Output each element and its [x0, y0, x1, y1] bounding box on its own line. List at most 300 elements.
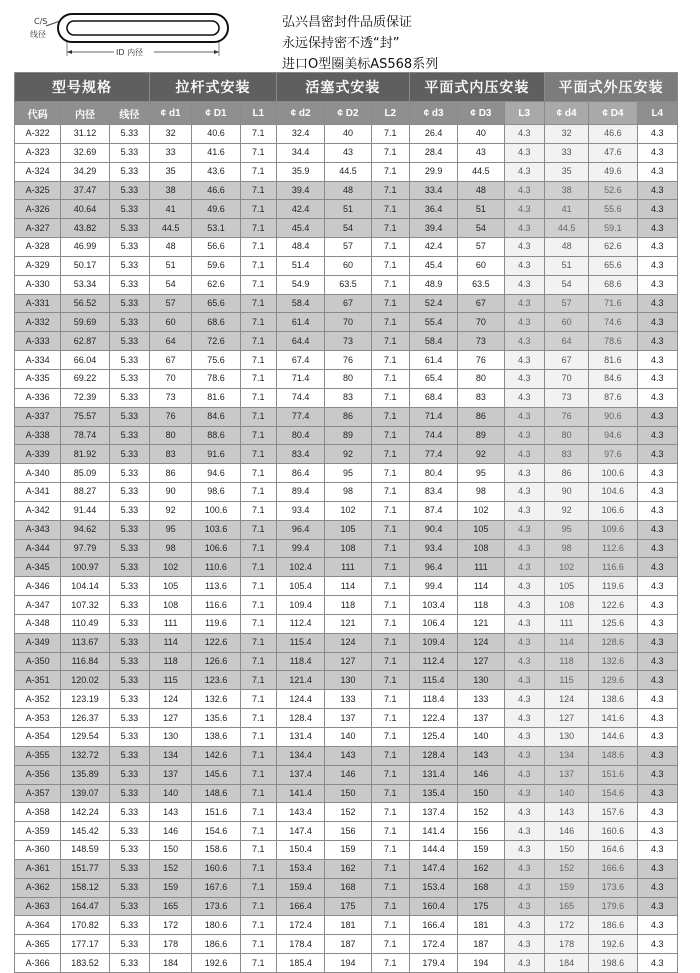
table-cell: 147.4 — [276, 822, 324, 841]
table-cell: 132.72 — [61, 746, 109, 765]
table-cell: 110.6 — [192, 558, 240, 577]
table-row — [15, 954, 678, 973]
table-cell: 162 — [325, 859, 371, 878]
table-cell: 109.4 — [409, 633, 457, 652]
table-cell: 153.4 — [409, 878, 457, 897]
table-cell: 4.3 — [637, 728, 677, 747]
table-cell: 49.6 — [192, 200, 240, 219]
table-cell: 5.33 — [109, 803, 149, 822]
table-cell: 144.4 — [409, 841, 457, 860]
table-cell: 7.1 — [371, 859, 409, 878]
table-cell: 4.3 — [637, 577, 677, 596]
table-cell: 62.87 — [61, 332, 109, 351]
table-cell: 71.6 — [589, 294, 637, 313]
table-cell: 4.3 — [504, 916, 544, 935]
table-cell: 108 — [150, 596, 192, 615]
table-cell: 4.3 — [637, 219, 677, 238]
table-cell: 4.3 — [637, 143, 677, 162]
table-cell: 4.3 — [637, 596, 677, 615]
table-cell: 118.4 — [276, 652, 324, 671]
table-cell: 44.5 — [544, 219, 588, 238]
table-cell: 7.1 — [240, 294, 276, 313]
table-cell: 121.4 — [276, 671, 324, 690]
table-cell: 58.4 — [276, 294, 324, 313]
table-cell: 132.6 — [192, 690, 240, 709]
table-cell: 4.3 — [504, 822, 544, 841]
table-cell: 7.1 — [371, 897, 409, 916]
column-header: 内径 — [61, 102, 109, 125]
table-cell: 4.3 — [504, 954, 544, 973]
table-cell: 63.5 — [325, 275, 371, 294]
table-cell: 5.33 — [109, 841, 149, 860]
table-cell: 7.1 — [371, 125, 409, 144]
table-cell: 7.1 — [371, 577, 409, 596]
table-cell: 4.3 — [637, 407, 677, 426]
table-cell: 7.1 — [240, 275, 276, 294]
table-cell: 90 — [544, 483, 588, 502]
table-cell: 98 — [544, 539, 588, 558]
table-cell: 100.97 — [61, 558, 109, 577]
table-cell: 45.4 — [276, 219, 324, 238]
table-cell: 159 — [325, 841, 371, 860]
table-cell: A-366 — [15, 954, 61, 973]
table-cell: 127 — [325, 652, 371, 671]
table-cell: 41 — [544, 200, 588, 219]
table-cell: 5.33 — [109, 464, 149, 483]
table-cell: 5.33 — [109, 935, 149, 954]
table-cell: 89.4 — [276, 483, 324, 502]
table-cell: 59.6 — [192, 256, 240, 275]
table-cell: 4.3 — [637, 294, 677, 313]
table-cell: 70 — [458, 313, 504, 332]
table-cell: 108 — [325, 539, 371, 558]
table-cell: 7.1 — [371, 181, 409, 200]
table-row — [15, 294, 678, 313]
table-cell: A-328 — [15, 238, 61, 257]
table-cell: 7.1 — [371, 407, 409, 426]
table-cell: A-325 — [15, 181, 61, 200]
table-cell: 5.33 — [109, 614, 149, 633]
table-cell: 4.3 — [504, 539, 544, 558]
table-cell: 54 — [458, 219, 504, 238]
table-cell: 111 — [544, 614, 588, 633]
table-row — [15, 351, 678, 370]
table-cell: 115 — [150, 671, 192, 690]
table-cell: 92 — [458, 445, 504, 464]
table-cell: 4.3 — [504, 125, 544, 144]
table-cell: 49.6 — [589, 162, 637, 181]
table-cell: 7.1 — [371, 558, 409, 577]
table-cell: 80.4 — [409, 464, 457, 483]
table-cell: 5.33 — [109, 445, 149, 464]
table-cell: 143 — [458, 746, 504, 765]
table-row — [15, 728, 678, 747]
table-cell: 7.1 — [240, 878, 276, 897]
table-cell: A-337 — [15, 407, 61, 426]
table-cell: 131.4 — [276, 728, 324, 747]
table-cell: A-357 — [15, 784, 61, 803]
table-cell: 76 — [544, 407, 588, 426]
table-cell: 7.1 — [371, 464, 409, 483]
table-cell: 44.5 — [325, 162, 371, 181]
table-cell: 38 — [544, 181, 588, 200]
table-cell: 4.3 — [637, 200, 677, 219]
table-cell: 7.1 — [240, 897, 276, 916]
table-cell: 4.3 — [637, 501, 677, 520]
table-cell: 95 — [458, 464, 504, 483]
table-cell: 76 — [325, 351, 371, 370]
table-cell: 137.4 — [409, 803, 457, 822]
table-cell: 7.1 — [240, 238, 276, 257]
table-row — [15, 275, 678, 294]
table-cell: 166.4 — [409, 916, 457, 935]
table-cell: 48 — [150, 238, 192, 257]
id-arrow-left — [67, 50, 72, 54]
table-cell: 90.6 — [589, 407, 637, 426]
group-header-face-internal: 平面式内压安装 — [409, 73, 544, 102]
table-cell: 5.33 — [109, 577, 149, 596]
table-cell: 7.1 — [240, 313, 276, 332]
table-cell: 92 — [150, 501, 192, 520]
table-cell: 86 — [544, 464, 588, 483]
table-cell: 7.1 — [240, 935, 276, 954]
table-cell: 35 — [544, 162, 588, 181]
table-cell: 5.33 — [109, 181, 149, 200]
table-cell: 88.6 — [192, 426, 240, 445]
table-cell: 4.3 — [637, 633, 677, 652]
table-cell: 124.4 — [276, 690, 324, 709]
table-cell: A-333 — [15, 332, 61, 351]
table-cell: 178 — [150, 935, 192, 954]
table-cell: 7.1 — [371, 690, 409, 709]
table-row — [15, 426, 678, 445]
table-cell: 43.82 — [61, 219, 109, 238]
table-cell: 4.3 — [637, 125, 677, 144]
table-cell: 98 — [325, 483, 371, 502]
table-cell: 39.4 — [276, 181, 324, 200]
table-cell: 7.1 — [371, 746, 409, 765]
table-cell: 33 — [150, 143, 192, 162]
table-row — [15, 897, 678, 916]
table-cell: 186.6 — [589, 916, 637, 935]
table-cell: 5.33 — [109, 954, 149, 973]
table-cell: 5.33 — [109, 822, 149, 841]
table-cell: 32 — [544, 125, 588, 144]
table-cell: 4.3 — [504, 614, 544, 633]
table-row — [15, 822, 678, 841]
table-cell: 147.4 — [409, 859, 457, 878]
table-cell: 94.62 — [61, 520, 109, 539]
table-cell: 7.1 — [371, 332, 409, 351]
table-cell: 105 — [458, 520, 504, 539]
table-cell: 94.6 — [192, 464, 240, 483]
table-cell: 4.3 — [637, 784, 677, 803]
table-cell: A-323 — [15, 143, 61, 162]
table-cell: 7.1 — [240, 464, 276, 483]
table-cell: A-331 — [15, 294, 61, 313]
table-cell: 139.07 — [61, 784, 109, 803]
table-cell: 152 — [325, 803, 371, 822]
table-cell: A-324 — [15, 162, 61, 181]
table-cell: 7.1 — [371, 784, 409, 803]
table-cell: 83 — [150, 445, 192, 464]
table-cell: 7.1 — [240, 351, 276, 370]
table-cell: 4.3 — [504, 369, 544, 388]
table-cell: 73 — [544, 388, 588, 407]
table-cell: 55.6 — [589, 200, 637, 219]
table-cell: 90.4 — [409, 520, 457, 539]
table-cell: 4.3 — [637, 388, 677, 407]
table-row — [15, 181, 678, 200]
table-row — [15, 520, 678, 539]
table-cell: A-351 — [15, 671, 61, 690]
table-cell: 150 — [325, 784, 371, 803]
table-cell: 29.9 — [409, 162, 457, 181]
table-body — [15, 125, 678, 973]
table-cell: 129.6 — [589, 671, 637, 690]
table-cell: A-338 — [15, 426, 61, 445]
table-cell: A-343 — [15, 520, 61, 539]
table-row — [15, 143, 678, 162]
table-row — [15, 709, 678, 728]
table-cell: 131.4 — [409, 765, 457, 784]
table-cell: 7.1 — [240, 746, 276, 765]
table-cell: 126.37 — [61, 709, 109, 728]
table-cell: 7.1 — [240, 200, 276, 219]
table-cell: 154.6 — [589, 784, 637, 803]
table-cell: A-322 — [15, 125, 61, 144]
table-cell: 5.33 — [109, 238, 149, 257]
table-cell: 173.6 — [589, 878, 637, 897]
table-cell: 43 — [325, 143, 371, 162]
table-cell: 7.1 — [240, 483, 276, 502]
table-cell: 48 — [544, 238, 588, 257]
table-cell: 183.52 — [61, 954, 109, 973]
table-cell: 4.3 — [637, 671, 677, 690]
table-cell: 4.3 — [637, 351, 677, 370]
table-cell: 140 — [325, 728, 371, 747]
table-cell: 33 — [544, 143, 588, 162]
column-header: L2 — [371, 102, 409, 125]
table-cell: 127 — [544, 709, 588, 728]
table-cell: 4.3 — [637, 765, 677, 784]
table-cell: 194 — [458, 954, 504, 973]
table-cell: 35 — [150, 162, 192, 181]
table-cell: 98.6 — [192, 483, 240, 502]
table-cell: 31.12 — [61, 125, 109, 144]
table-cell: 5.33 — [109, 369, 149, 388]
table-cell: 175 — [458, 897, 504, 916]
table-cell: 108 — [544, 596, 588, 615]
table-cell: 7.1 — [240, 690, 276, 709]
table-cell: 77.4 — [276, 407, 324, 426]
table-cell: 146 — [544, 822, 588, 841]
table-row — [15, 369, 678, 388]
table-cell: 5.33 — [109, 709, 149, 728]
table-cell: 40 — [325, 125, 371, 144]
table-row — [15, 219, 678, 238]
table-cell: 98 — [150, 539, 192, 558]
table-cell: 4.3 — [504, 143, 544, 162]
table-cell: 41 — [150, 200, 192, 219]
table-cell: A-335 — [15, 369, 61, 388]
table-cell: 80 — [150, 426, 192, 445]
table-cell: 93.4 — [409, 539, 457, 558]
table-row — [15, 407, 678, 426]
table-cell: 4.3 — [504, 464, 544, 483]
table-cell: 137 — [325, 709, 371, 728]
table-cell: 4.3 — [504, 652, 544, 671]
table-cell: 95 — [150, 520, 192, 539]
table-cell: 118 — [458, 596, 504, 615]
table-cell: 157.6 — [589, 803, 637, 822]
table-cell: 4.3 — [637, 652, 677, 671]
table-cell: 7.1 — [371, 351, 409, 370]
table-cell: 122.4 — [409, 709, 457, 728]
table-row — [15, 671, 678, 690]
table-cell: 7.1 — [240, 954, 276, 973]
table-cell: 150 — [458, 784, 504, 803]
table-cell: 4.3 — [637, 841, 677, 860]
table-cell: 7.1 — [240, 143, 276, 162]
table-cell: 60 — [325, 256, 371, 275]
table-cell: 48.9 — [409, 275, 457, 294]
table-cell: 4.3 — [637, 313, 677, 332]
table-cell: 96.4 — [276, 520, 324, 539]
table-cell: 4.3 — [504, 746, 544, 765]
table-cell: 51 — [544, 256, 588, 275]
table-cell: 72.6 — [192, 332, 240, 351]
table-cell: 104.14 — [61, 577, 109, 596]
table-cell: A-349 — [15, 633, 61, 652]
table-cell: 140 — [544, 784, 588, 803]
table-cell: 4.3 — [637, 859, 677, 878]
table-cell: 59.1 — [589, 219, 637, 238]
table-cell: 5.33 — [109, 765, 149, 784]
table-cell: 166.6 — [589, 859, 637, 878]
table-cell: A-326 — [15, 200, 61, 219]
table-cell: 170.82 — [61, 916, 109, 935]
table-cell: 63.5 — [458, 275, 504, 294]
table-cell: 7.1 — [240, 332, 276, 351]
table-cell: 166.4 — [276, 897, 324, 916]
table-cell: 70 — [544, 369, 588, 388]
table-cell: 62.6 — [192, 275, 240, 294]
group-header-face-external: 平面式外压安装 — [544, 73, 677, 102]
table-cell: 7.1 — [240, 784, 276, 803]
table-cell: 70 — [150, 369, 192, 388]
table-cell: 51 — [150, 256, 192, 275]
table-cell: 5.33 — [109, 539, 149, 558]
table-cell: 7.1 — [371, 483, 409, 502]
table-cell: 106.4 — [409, 614, 457, 633]
heading-line-2: 永远保持密不透“封” — [282, 36, 400, 51]
table-cell: 4.3 — [637, 822, 677, 841]
table-cell: 144.6 — [589, 728, 637, 747]
table-cell: 68.6 — [192, 313, 240, 332]
table-cell: 7.1 — [371, 294, 409, 313]
table-row — [15, 652, 678, 671]
table-cell: 5.33 — [109, 652, 149, 671]
table-cell: 41.6 — [192, 143, 240, 162]
table-cell: 7.1 — [371, 219, 409, 238]
table-row — [15, 558, 678, 577]
table-cell: 112.4 — [276, 614, 324, 633]
table-cell: 4.3 — [637, 916, 677, 935]
table-cell: A-360 — [15, 841, 61, 860]
table-cell: 5.33 — [109, 407, 149, 426]
table-cell: 181 — [325, 916, 371, 935]
table-cell: 165 — [544, 897, 588, 916]
table-cell: 4.3 — [637, 162, 677, 181]
table-cell: 80.4 — [276, 426, 324, 445]
table-cell: 5.33 — [109, 332, 149, 351]
table-cell: 54 — [325, 219, 371, 238]
table-cell: 105 — [325, 520, 371, 539]
table-cell: 114 — [325, 577, 371, 596]
table-cell: 74.6 — [589, 313, 637, 332]
table-cell: 4.3 — [504, 558, 544, 577]
table-cell: 7.1 — [240, 577, 276, 596]
table-cell: A-352 — [15, 690, 61, 709]
table-cell: 124 — [458, 633, 504, 652]
table-cell: A-342 — [15, 501, 61, 520]
table-cell: 184 — [544, 954, 588, 973]
table-cell: 5.33 — [109, 558, 149, 577]
table-cell: 7.1 — [240, 388, 276, 407]
table-cell: 83.4 — [409, 483, 457, 502]
table-cell: 40.6 — [192, 125, 240, 144]
table-cell: A-354 — [15, 728, 61, 747]
table-cell: 165 — [150, 897, 192, 916]
table-cell: 64 — [544, 332, 588, 351]
table-cell: 51.4 — [276, 256, 324, 275]
table-cell: 113.67 — [61, 633, 109, 652]
table-cell: 50.17 — [61, 256, 109, 275]
table-cell: 78.6 — [192, 369, 240, 388]
table-cell: 4.3 — [504, 388, 544, 407]
table-cell: 130 — [150, 728, 192, 747]
table-cell: 148.6 — [589, 746, 637, 765]
table-cell: 69.22 — [61, 369, 109, 388]
table-cell: 7.1 — [371, 501, 409, 520]
table-cell: 5.33 — [109, 483, 149, 502]
table-cell: 7.1 — [371, 275, 409, 294]
table-cell: 107.32 — [61, 596, 109, 615]
table-cell: 114 — [150, 633, 192, 652]
table-cell: 164.47 — [61, 897, 109, 916]
table-cell: 68.4 — [409, 388, 457, 407]
table-cell: 7.1 — [371, 520, 409, 539]
table-cell: 65.4 — [409, 369, 457, 388]
table-cell: 114 — [544, 633, 588, 652]
table-cell: 127 — [150, 709, 192, 728]
table-cell: 7.1 — [240, 596, 276, 615]
wire-label: 线径 — [30, 30, 46, 39]
table-cell: 83 — [325, 388, 371, 407]
table-cell: 100.6 — [589, 464, 637, 483]
table-cell: 143.4 — [276, 803, 324, 822]
table-cell: 112.4 — [409, 652, 457, 671]
table-cell: 75.6 — [192, 351, 240, 370]
table-cell: 5.33 — [109, 143, 149, 162]
table-cell: A-341 — [15, 483, 61, 502]
table-cell: 7.1 — [371, 238, 409, 257]
table-cell: 140 — [150, 784, 192, 803]
table-cell: 156 — [458, 822, 504, 841]
table-cell: 44.5 — [458, 162, 504, 181]
table-cell: 54 — [544, 275, 588, 294]
